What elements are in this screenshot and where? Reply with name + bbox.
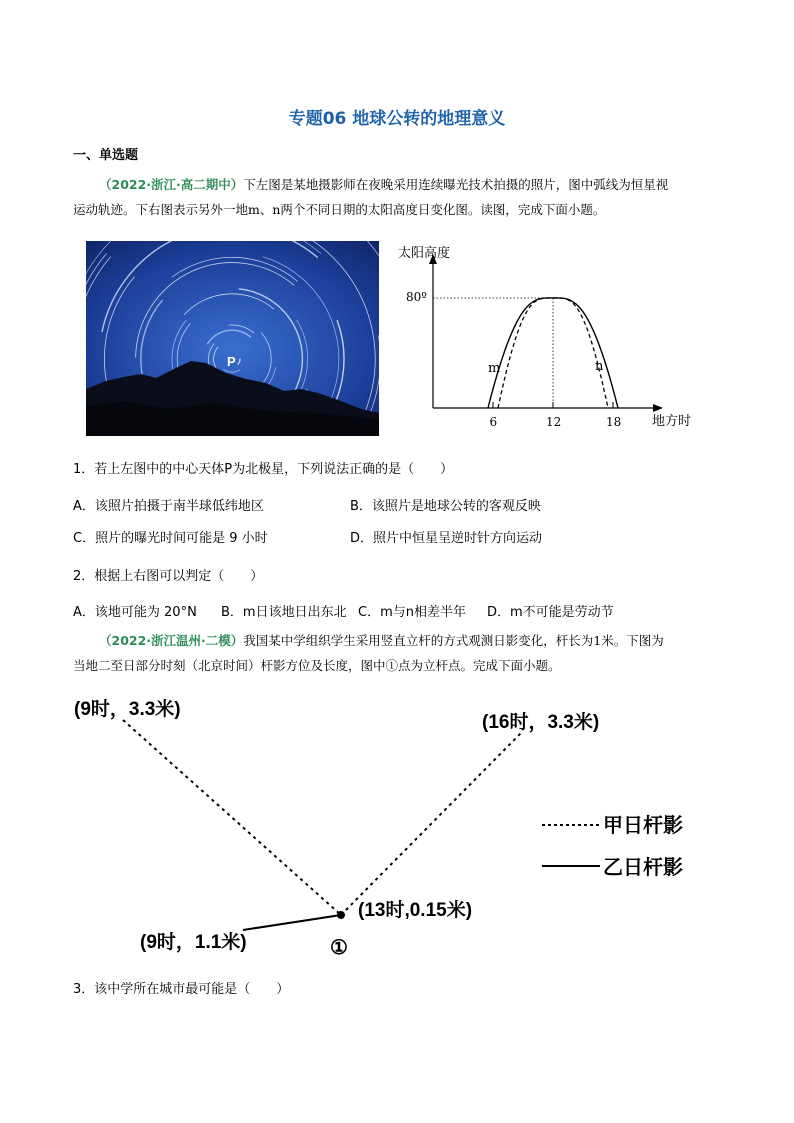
x-axis-label: 地方时 bbox=[652, 414, 692, 429]
group1-text-line1: 下左图是某地摄影师在夜晚采用连续曝光技术拍摄的照片，图中弧线为恒星视 bbox=[243, 177, 669, 192]
q1-stem: 1．若上左图中的中心天体P为北极星，下列说法正确的是（ ） bbox=[73, 462, 454, 477]
group2-source: （2022·浙江温州·二模） bbox=[99, 633, 244, 648]
q3-stem: 3．该中学所在城市最可能是（ ） bbox=[73, 982, 290, 997]
shadow-diagram bbox=[60, 690, 740, 970]
group1-text-line2: 运动轨迹。下右图表示另外一地m、n两个不同日期的太阳高度日变化图。读图，完成下面小题。 bbox=[73, 202, 606, 217]
y-axis-label: 太阳高度 bbox=[398, 246, 451, 261]
q2-option-b: B．m日该地日出东北 bbox=[221, 605, 347, 620]
pole-point-label: ① bbox=[330, 937, 348, 959]
legend-jia-label: 甲日杆影 bbox=[603, 815, 683, 837]
q1-option-a: A．该照片拍摄于南半球低纬地区 bbox=[73, 499, 264, 514]
sun-altitude-chart bbox=[390, 240, 710, 435]
curve-m-label: m bbox=[488, 361, 501, 376]
curve-n bbox=[498, 298, 608, 408]
group2-text-line1: 我国某中学组织学生采用竖直立杆的方式观测日影变化，杆长为1米。下图为 bbox=[243, 633, 664, 648]
x-tick-label: 12 bbox=[546, 415, 562, 429]
pole-point bbox=[337, 911, 345, 919]
group1-intro bbox=[73, 172, 733, 222]
peak-tick-label: 80º bbox=[406, 290, 427, 304]
legend-yi-label: 乙日杆影 bbox=[603, 857, 683, 879]
yi-shadow-9 bbox=[243, 915, 341, 930]
jia-shadow-9 bbox=[123, 720, 341, 915]
q2-option-c: C．m与n相差半年 bbox=[358, 605, 466, 620]
label-13: (13时,0.15米) bbox=[358, 900, 473, 921]
section-heading: 一、单选题 bbox=[73, 148, 139, 163]
x-axis-arrow bbox=[653, 404, 663, 412]
x-tick-label: 6 bbox=[489, 415, 498, 429]
q1-option-c: C．照片的曝光时间可能是 9 小时 bbox=[73, 531, 268, 546]
curve-m bbox=[488, 298, 618, 408]
jia-shadow-16 bbox=[341, 732, 522, 915]
x-tick-label: 18 bbox=[606, 415, 622, 429]
star-trail-photo bbox=[86, 241, 379, 436]
q2-option-d: D．m不可能是劳动节 bbox=[487, 605, 614, 620]
page-title: 专题06 地球公转的地理意义 bbox=[288, 109, 506, 129]
label-jia-9: (9时，3.3米) bbox=[74, 699, 181, 720]
group2-text-line2: 当地二至日部分时刻（北京时间）杆影方位及长度，图中①点为立杆点。完成下面小题。 bbox=[73, 658, 561, 673]
q2-option-a: A．该地可能为 20°N bbox=[73, 605, 197, 620]
group1-source: （2022·浙江·高二期中） bbox=[99, 177, 244, 192]
group2-intro bbox=[73, 628, 733, 678]
label-jia-16: (16时，3.3米) bbox=[482, 712, 600, 733]
pole-star-label: P bbox=[227, 354, 236, 369]
curve-n-label: n bbox=[595, 359, 604, 374]
q2-stem: 2．根据上右图可以判定（ ） bbox=[73, 569, 264, 584]
q1-option-d: D．照片中恒星呈逆时针方向运动 bbox=[350, 531, 543, 546]
q1-option-b: B．该照片是地球公转的客观反映 bbox=[350, 499, 541, 514]
label-yi-9: (9时，1.1米) bbox=[140, 932, 247, 953]
